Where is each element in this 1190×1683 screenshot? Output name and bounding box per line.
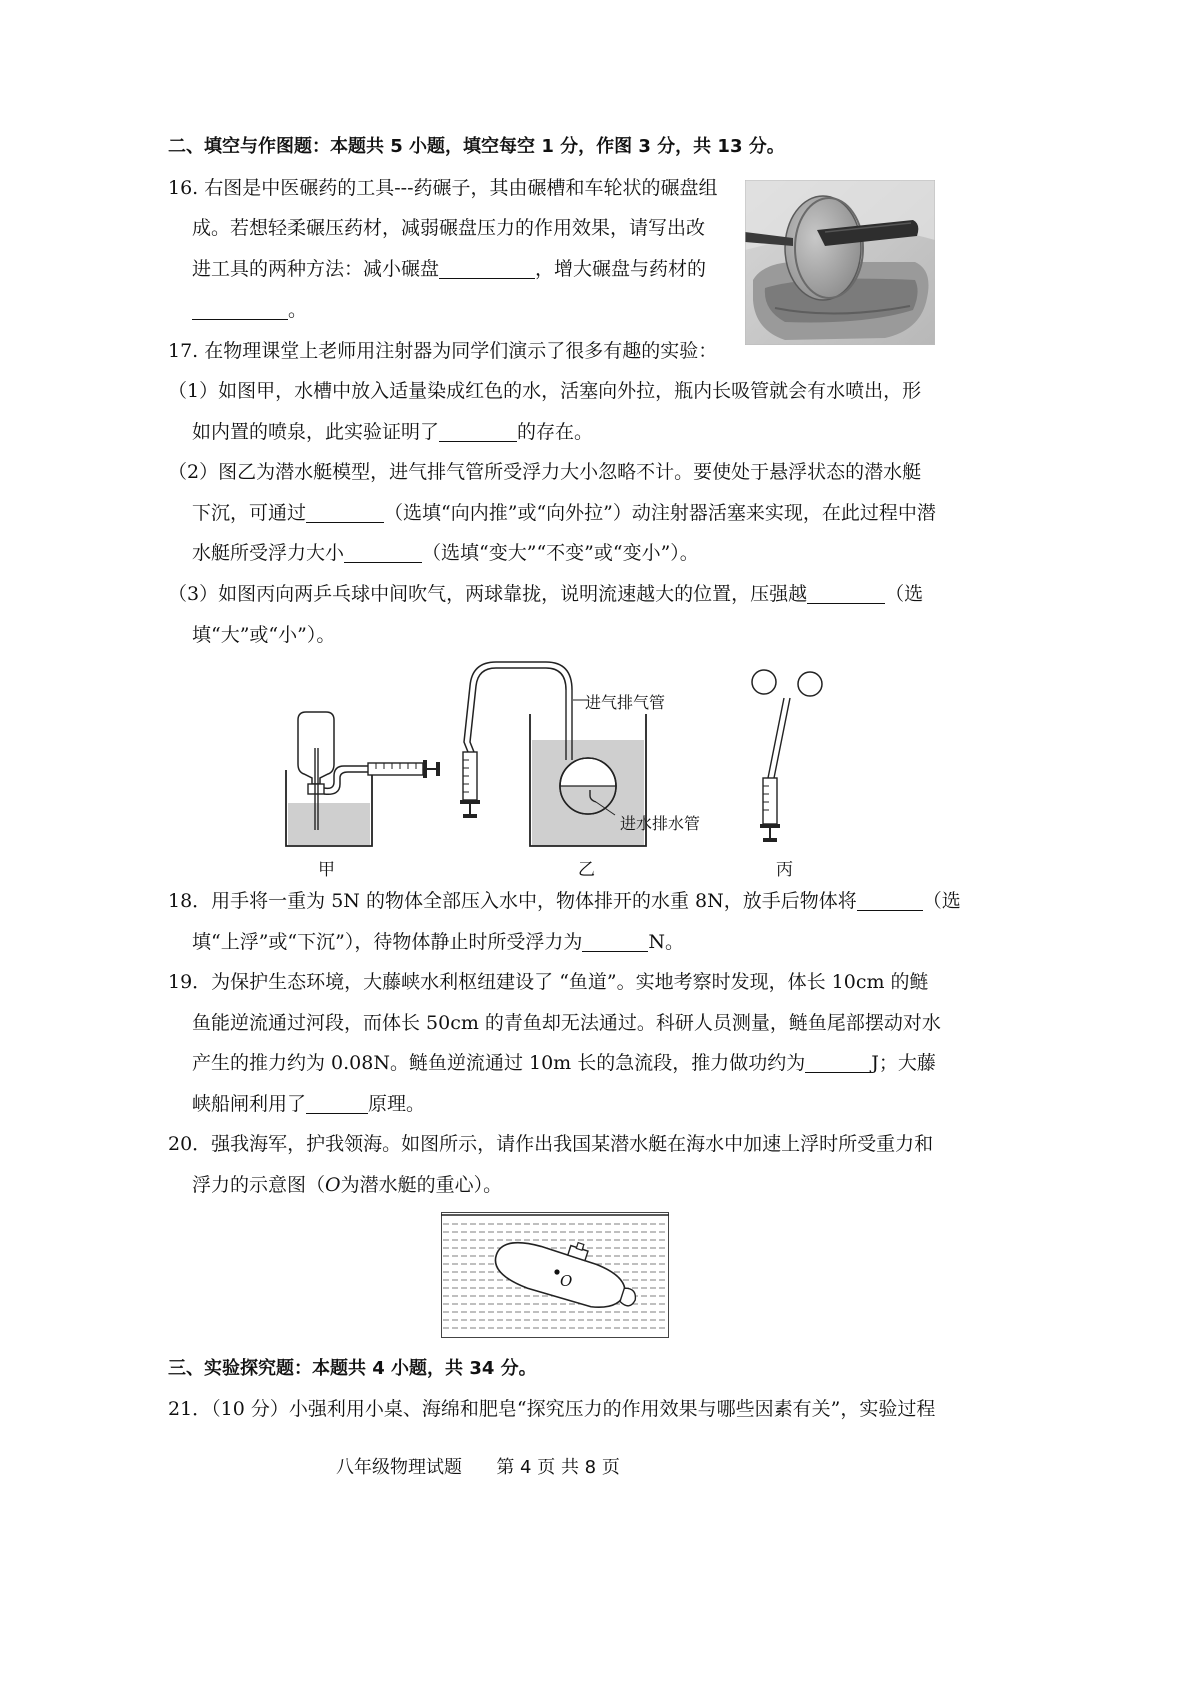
medicine-grinder-photo (745, 180, 935, 345)
q16-line-3 (192, 256, 706, 282)
q17-part2-text-d: （选填“变大”“不变”或“变小”）。 (422, 542, 699, 564)
q17-blank-1[interactable] (439, 421, 517, 442)
q18-text-c: 填“上浮”或“下沉”），待物体静止时所受浮力为 (192, 931, 583, 953)
q16-line-1: 16. 右图是中医碾药的工具---药碾子，其由碾槽和车轮状的碾盘组 (168, 177, 718, 199)
q19-text-d: 原理。 (368, 1093, 426, 1115)
q20-line-1: 20．强我海军，护我领海。如图所示，请作出我国某潜水艇在海水中加速上浮时所受重力和 (168, 1133, 934, 1155)
q20-line-2 (192, 1172, 502, 1198)
figure-17-experiments (270, 660, 850, 885)
q20-text: 浮力的示意图（ (192, 1174, 326, 1196)
figure-bing (752, 670, 822, 842)
page-footer: 八年级物理试题 第 4 页 共 8 页 (336, 1457, 620, 1478)
section-2-title: 二、填空与作图题：本题共 5 小题，填空每空 1 分，作图 3 分，共 13 分。 (168, 136, 785, 157)
caption-yi: 乙 (578, 860, 595, 880)
q19-line-3 (192, 1050, 936, 1076)
label-air-pipe: 进气排气管 (585, 693, 666, 712)
q17-part3-text-b: （选 (885, 583, 924, 605)
q16-line-4-text: 。 (288, 299, 308, 321)
q17-part2-line-2 (192, 500, 936, 526)
q19-blank-2[interactable] (306, 1093, 368, 1114)
q19-blank-1[interactable] (805, 1052, 871, 1073)
q17-part3-text: （3）如图丙向两乒乓球中间吹气，两球靠拢，说明流速越大的位置，压强越 (168, 583, 808, 605)
q16-line-3-text-b: ，增大碾盘与药材的 (535, 258, 707, 280)
q17-part2-text-b: （选填“向内推”或“向外拉”）动注射器活塞来实现，在此过程中潜 (384, 502, 936, 524)
q19-line-2: 鱼能逆流通过河段，而体长 50cm 的青鱼却无法通过。科研人员测量，鲢鱼尾部摆动对水 (192, 1012, 941, 1034)
q19-text-c: 峡船闸利用了 (192, 1093, 307, 1115)
q16-line-4 (192, 297, 307, 323)
q16-blank-2[interactable] (192, 299, 288, 320)
q18-blank-2[interactable] (582, 931, 648, 952)
q18-line-1 (168, 888, 961, 914)
q17-part2-line-1: （2）图乙为潜水艇模型，进气排气管所受浮力大小忽略不计。要使处于悬浮状态的潜水艇 (168, 461, 922, 483)
figure-jia (286, 712, 440, 846)
q16-line-2: 成。若想轻柔碾压药材，减弱碾盘压力的作用效果，请写出改 (192, 217, 706, 239)
q18-blank-1[interactable] (857, 890, 923, 911)
label-water-pipe: 进水排水管 (620, 814, 701, 833)
submarine-figure (441, 1212, 669, 1338)
q17-part2-line-3 (192, 540, 699, 566)
q17-blank-3[interactable] (344, 542, 422, 563)
q18-text-d: N。 (648, 931, 684, 953)
q17-blank-2[interactable] (306, 502, 384, 523)
q17-part1-text: 如内置的喷泉，此实验证明了 (192, 421, 440, 443)
q17-blank-4[interactable] (807, 583, 885, 604)
q17-part2-text-c: 水艇所受浮力大小 (192, 542, 345, 564)
q17-part1-line-1: （1）如图甲，水槽中放入适量染成红色的水，活塞向外拉，瓶内长吸管就会有水喷出，形 (168, 380, 922, 402)
q21-line-1: 21．（10 分）小强利用小桌、海绵和肥皂“探究压力的作用效果与哪些因素有关”，实验过程 (168, 1398, 936, 1420)
q17-part3-line-1 (168, 581, 923, 607)
q17-part1-line-2 (192, 419, 593, 445)
q17-part1-text-b: 的存在。 (517, 421, 594, 443)
submarine-center-label: O (560, 1272, 573, 1290)
q16-line-3-text: 进工具的两种方法：减小碾盘 (192, 258, 440, 280)
q20-o-symbol: O (325, 1174, 341, 1196)
q20-text-b: 为潜水艇的重心）。 (340, 1174, 503, 1196)
q18-text-b: （选 (922, 890, 961, 912)
q17-part3-line-2: 填“大”或“小”）。 (192, 624, 336, 646)
caption-bing: 丙 (776, 860, 793, 880)
q19-line-1: 19．为保护生态环境，大藤峡水利枢纽建设了 “鱼道”。实地考察时发现，体长 10cm 的鲢 (168, 971, 929, 993)
q16-blank-1[interactable] (439, 258, 535, 279)
q18-text: 18．用手将一重为 5N 的物体全部压入水中，物体排开的水重 8N，放手后物体将 (168, 890, 857, 912)
q19-text: 产生的推力约为 0.08N。鲢鱼逆流通过 10m 长的急流段，推力做功约为 (192, 1052, 806, 1074)
q17-intro: 17. 在物理课堂上老师用注射器为同学们演示了很多有趣的实验： (168, 340, 718, 362)
section-3-title: 三、实验探究题：本题共 4 小题，共 34 分。 (168, 1358, 537, 1379)
q17-part2-text: 下沉，可通过 (192, 502, 307, 524)
q19-text-b: J；大藤 (871, 1052, 936, 1074)
q18-line-2 (192, 929, 684, 955)
caption-jia: 甲 (318, 860, 335, 880)
q19-line-4 (192, 1091, 425, 1117)
